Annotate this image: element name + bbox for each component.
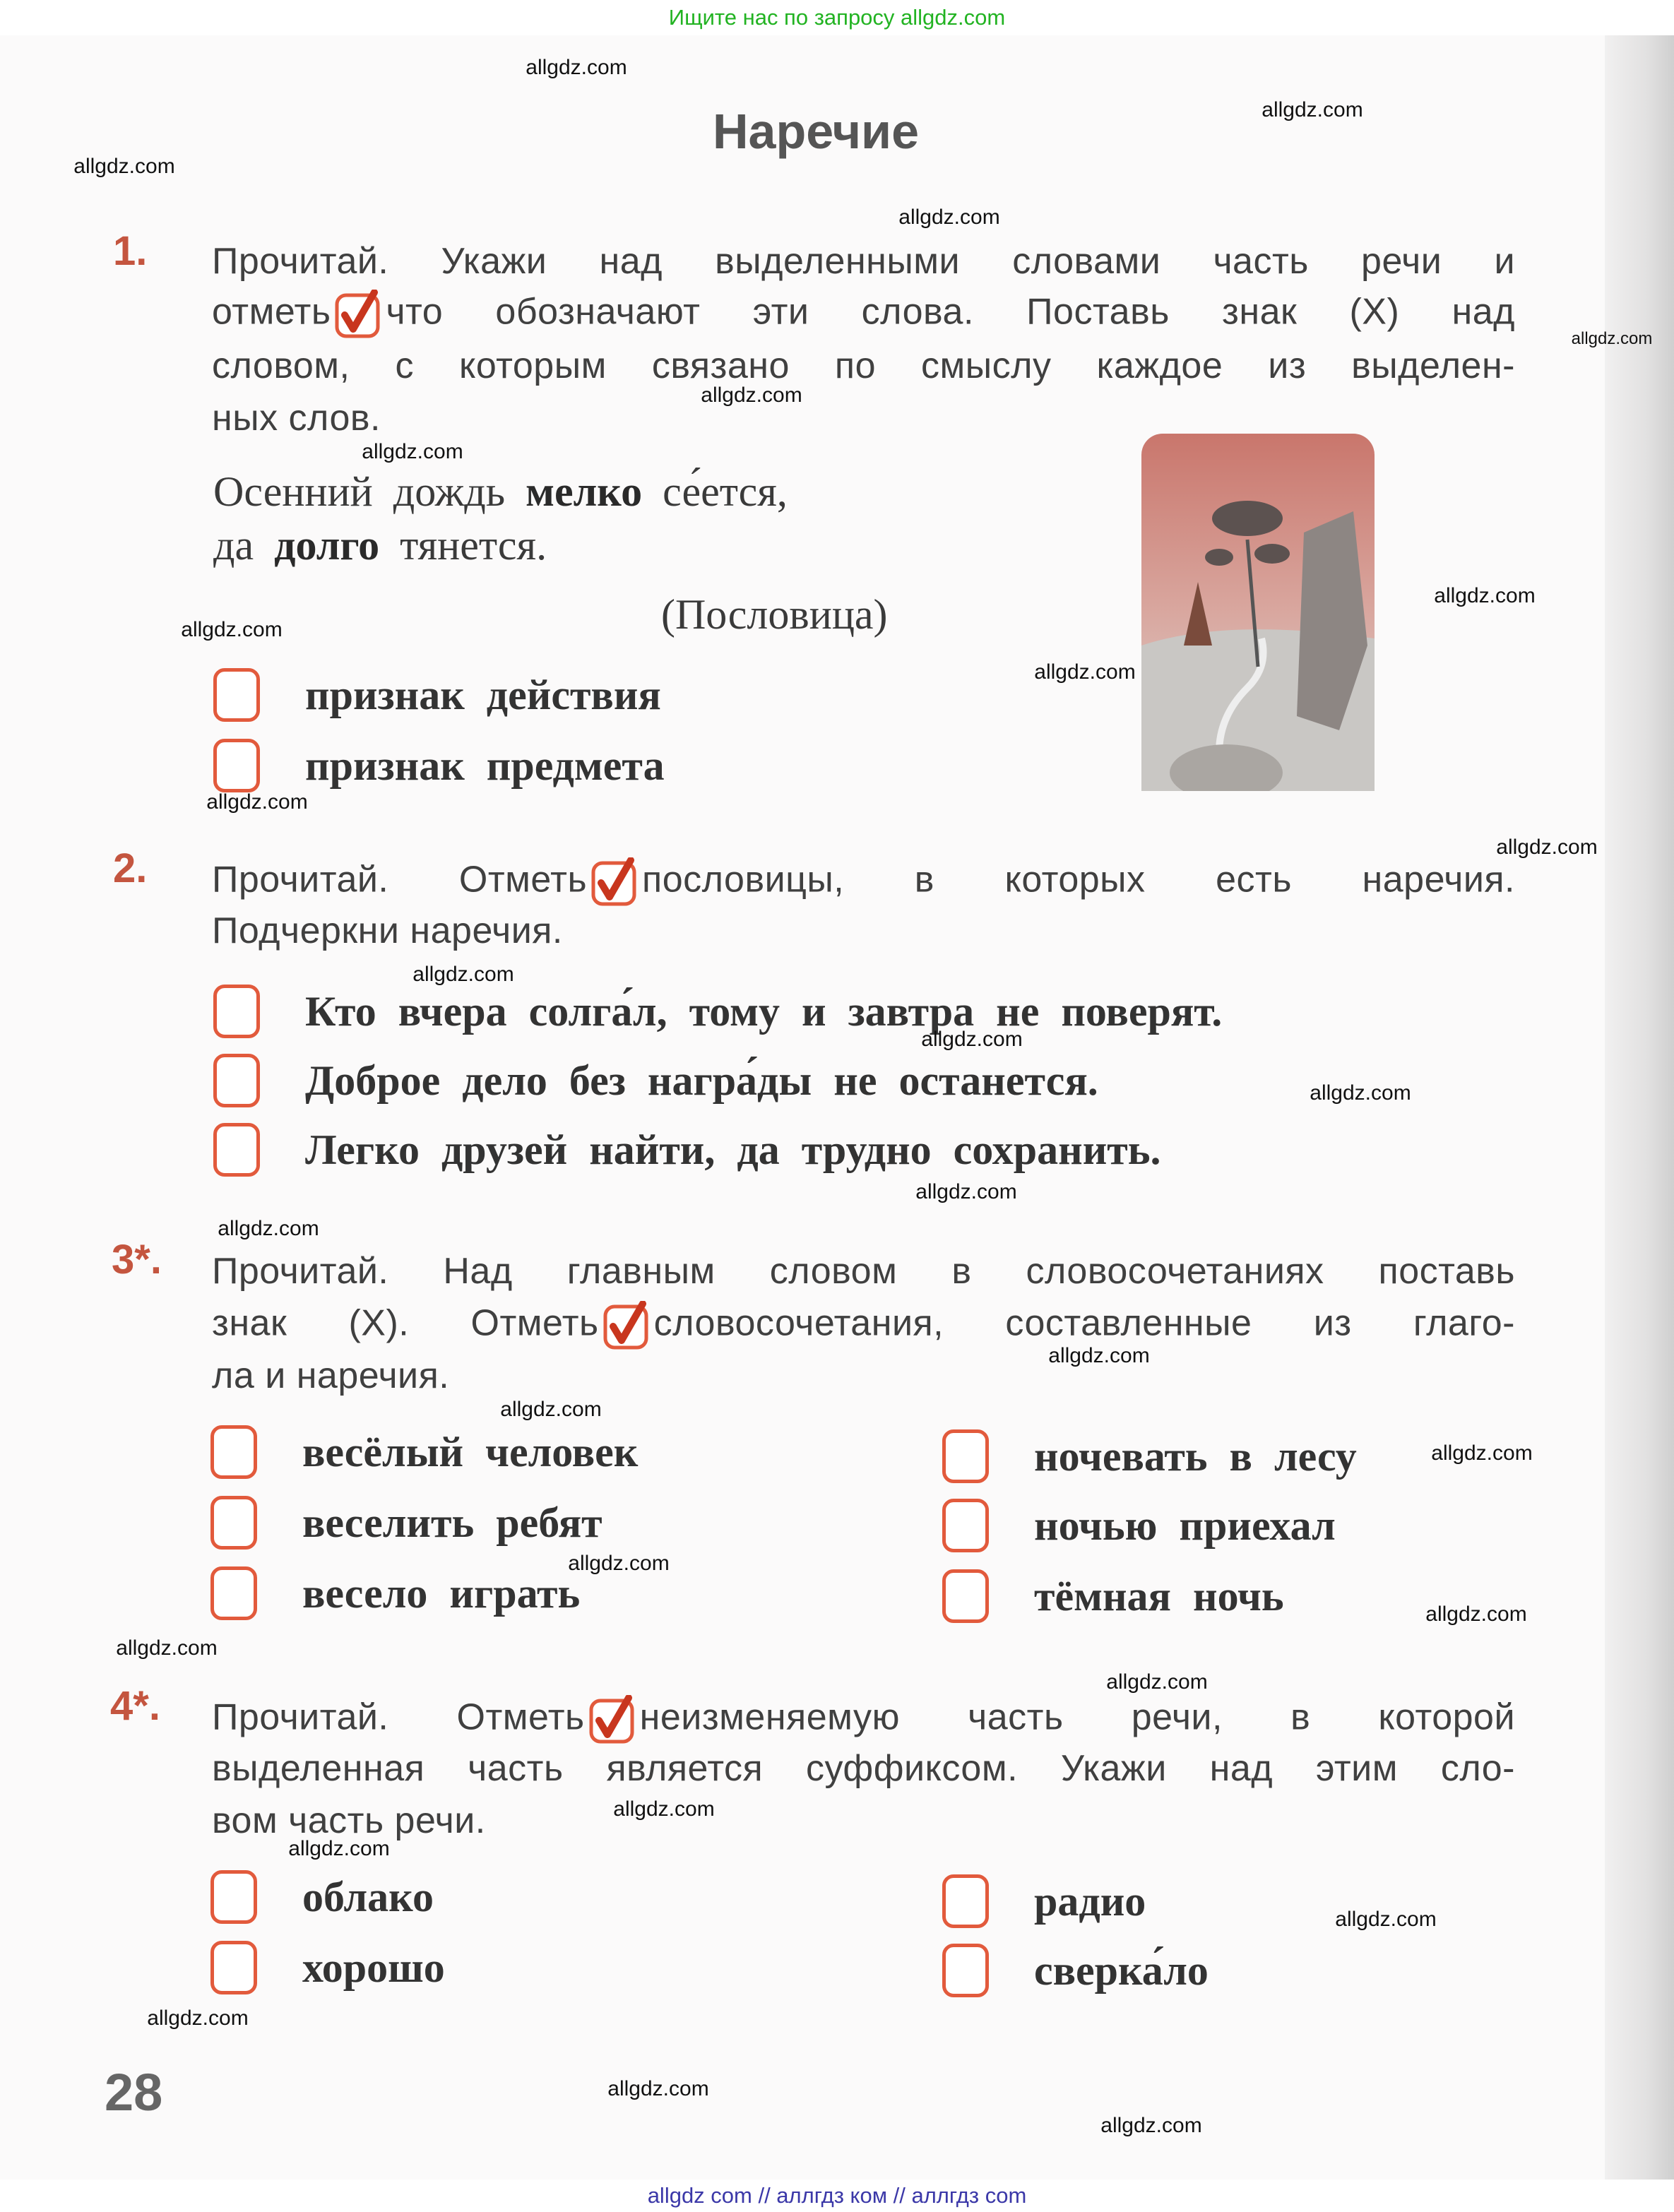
- watermark: allgdz.com: [1100, 2114, 1202, 2137]
- task1-line: [212, 290, 1515, 339]
- option-checkbox[interactable]: признак действия: [213, 668, 661, 722]
- checkmark-icon: [603, 1301, 650, 1350]
- watermark: allgdz.com: [1425, 1602, 1527, 1626]
- checkmark-icon: [591, 857, 638, 907]
- watermark: allgdz.com: [218, 1217, 319, 1240]
- checkbox[interactable]: [942, 1499, 989, 1552]
- watermark: allgdz.com: [1048, 1344, 1150, 1367]
- watermark: allgdz.com: [568, 1552, 670, 1575]
- watermark: allgdz.com: [412, 963, 514, 986]
- checkbox[interactable]: [942, 1944, 989, 1997]
- task3-line: знак (X). Отметь словосочетания, составленные из глаго-: [212, 1301, 1515, 1350]
- option-checkbox[interactable]: ночью приехал: [942, 1499, 1336, 1552]
- banner-text: Ищите нас по запросу allgdz.com: [668, 5, 1006, 30]
- watermark: allgdz.com: [288, 1837, 390, 1860]
- watermark: allgdz.com: [898, 206, 1000, 229]
- option-checkbox[interactable]: веселить ребят: [210, 1496, 602, 1550]
- task1-number: 1.: [113, 228, 148, 274]
- option-checkbox[interactable]: весёлый человек: [210, 1425, 638, 1479]
- checkbox[interactable]: [213, 1123, 260, 1177]
- watermark: allgdz.com: [1496, 836, 1598, 859]
- option-checkbox[interactable]: Доброе дело без награ́ды не останется.: [213, 1054, 1098, 1107]
- task1-line: словом, с которым связано по смыслу каждое из выделен-: [212, 345, 1515, 386]
- option-checkbox[interactable]: ночевать в лесу: [942, 1429, 1357, 1483]
- watermark: allgdz.com: [1434, 584, 1536, 607]
- autumn-rain-illustration: [1141, 434, 1375, 791]
- search-banner: [0, 0, 1674, 35]
- watermark: allgdz.com: [116, 1636, 218, 1660]
- task1-line: Прочитай. Укажи над выделенными словами часть речи и: [212, 241, 1515, 282]
- checkmark-icon: [589, 1695, 636, 1744]
- task2-number: 2.: [113, 845, 148, 891]
- option-checkbox[interactable]: облако: [210, 1870, 434, 1924]
- option-checkbox[interactable]: сверка́ло: [942, 1944, 1209, 1997]
- option-checkbox[interactable]: хорошо: [210, 1941, 445, 1994]
- watermark: allgdz.com: [500, 1398, 602, 1421]
- watermark: allgdz.com: [921, 1028, 1023, 1051]
- checkbox[interactable]: [210, 1566, 257, 1620]
- watermark: allgdz.com: [1571, 329, 1653, 348]
- watermark: allgdz.com: [1335, 1908, 1437, 1931]
- task2-line: Подчеркни наречия.: [212, 910, 563, 951]
- checkmark-icon: [335, 290, 381, 339]
- watermark: allgdz.com: [1262, 98, 1363, 121]
- watermark: allgdz.com: [181, 618, 283, 641]
- watermark: allgdz.com: [1310, 1081, 1411, 1105]
- option-checkbox[interactable]: Легко друзей найти, да трудно сохранить.: [213, 1123, 1161, 1177]
- task1-text: что обозначают эти слова. Поставь знак (X) над: [386, 291, 1515, 333]
- page-number: 28: [105, 2063, 163, 2122]
- option-checkbox[interactable]: признак предмета: [213, 739, 665, 792]
- task3-number: 3*.: [112, 1237, 162, 1283]
- checkbox[interactable]: [213, 668, 260, 722]
- proverb-line-2: да долго тянется.: [213, 522, 547, 569]
- task4-line: выделенная часть является суффиксом. Укажи над этим сло-: [212, 1748, 1515, 1789]
- footer-text: allgdz com // аллгдз ком // аллгдз com: [647, 2183, 1027, 2208]
- watermark: allgdz.com: [1431, 1441, 1533, 1465]
- checkbox[interactable]: [210, 1425, 257, 1479]
- task3-line: Прочитай. Над главным словом в словосочетаниях поставь: [212, 1251, 1515, 1292]
- checkbox[interactable]: [213, 1054, 260, 1107]
- watermark: allgdz.com: [701, 383, 802, 407]
- proverb-line-1: Осенний дождь мелко се́ется,: [213, 468, 788, 515]
- task4-line: вом часть речи.: [212, 1800, 486, 1841]
- checkbox[interactable]: [210, 1496, 257, 1550]
- proverb-source: (Пословица): [661, 591, 888, 638]
- task4-line: Прочитай. Отметь неизменяемую часть речи, в которой: [212, 1695, 1515, 1744]
- task1-line: ных слов.: [212, 398, 381, 439]
- checkbox[interactable]: [942, 1874, 989, 1928]
- checkbox[interactable]: [210, 1870, 257, 1924]
- option-checkbox[interactable]: радио: [942, 1874, 1146, 1928]
- option-checkbox[interactable]: Кто вчера солга́л, тому и завтра не поверят.: [213, 985, 1222, 1038]
- page-title: Наречие: [712, 104, 920, 159]
- watermark: allgdz.com: [206, 790, 308, 814]
- watermark: allgdz.com: [73, 155, 175, 178]
- watermark: allgdz.com: [607, 2077, 709, 2100]
- watermark: allgdz.com: [147, 2006, 249, 2030]
- checkbox[interactable]: [942, 1569, 989, 1623]
- task4-number: 4*.: [110, 1683, 160, 1729]
- task3-line: ла и наречия.: [212, 1355, 450, 1396]
- checkbox[interactable]: [213, 985, 260, 1038]
- watermark: allgdz.com: [915, 1180, 1017, 1203]
- watermark: allgdz.com: [1106, 1670, 1208, 1694]
- option-checkbox[interactable]: тёмная ночь: [942, 1569, 1284, 1623]
- checkbox[interactable]: [213, 739, 260, 792]
- checkbox[interactable]: [942, 1429, 989, 1483]
- watermark: allgdz.com: [613, 1797, 715, 1821]
- option-checkbox[interactable]: весело играть: [210, 1566, 580, 1620]
- footer-banner: [0, 2180, 1674, 2212]
- task2-line: Прочитай. Отметь пословицы, в которых есть наречия.: [212, 857, 1515, 907]
- page-edge: [1605, 35, 1674, 2182]
- watermark: allgdz.com: [526, 56, 627, 79]
- watermark: allgdz.com: [362, 440, 463, 463]
- watermark: allgdz.com: [1034, 660, 1136, 684]
- checkbox[interactable]: [210, 1941, 257, 1994]
- task1-text: отметь: [212, 291, 331, 333]
